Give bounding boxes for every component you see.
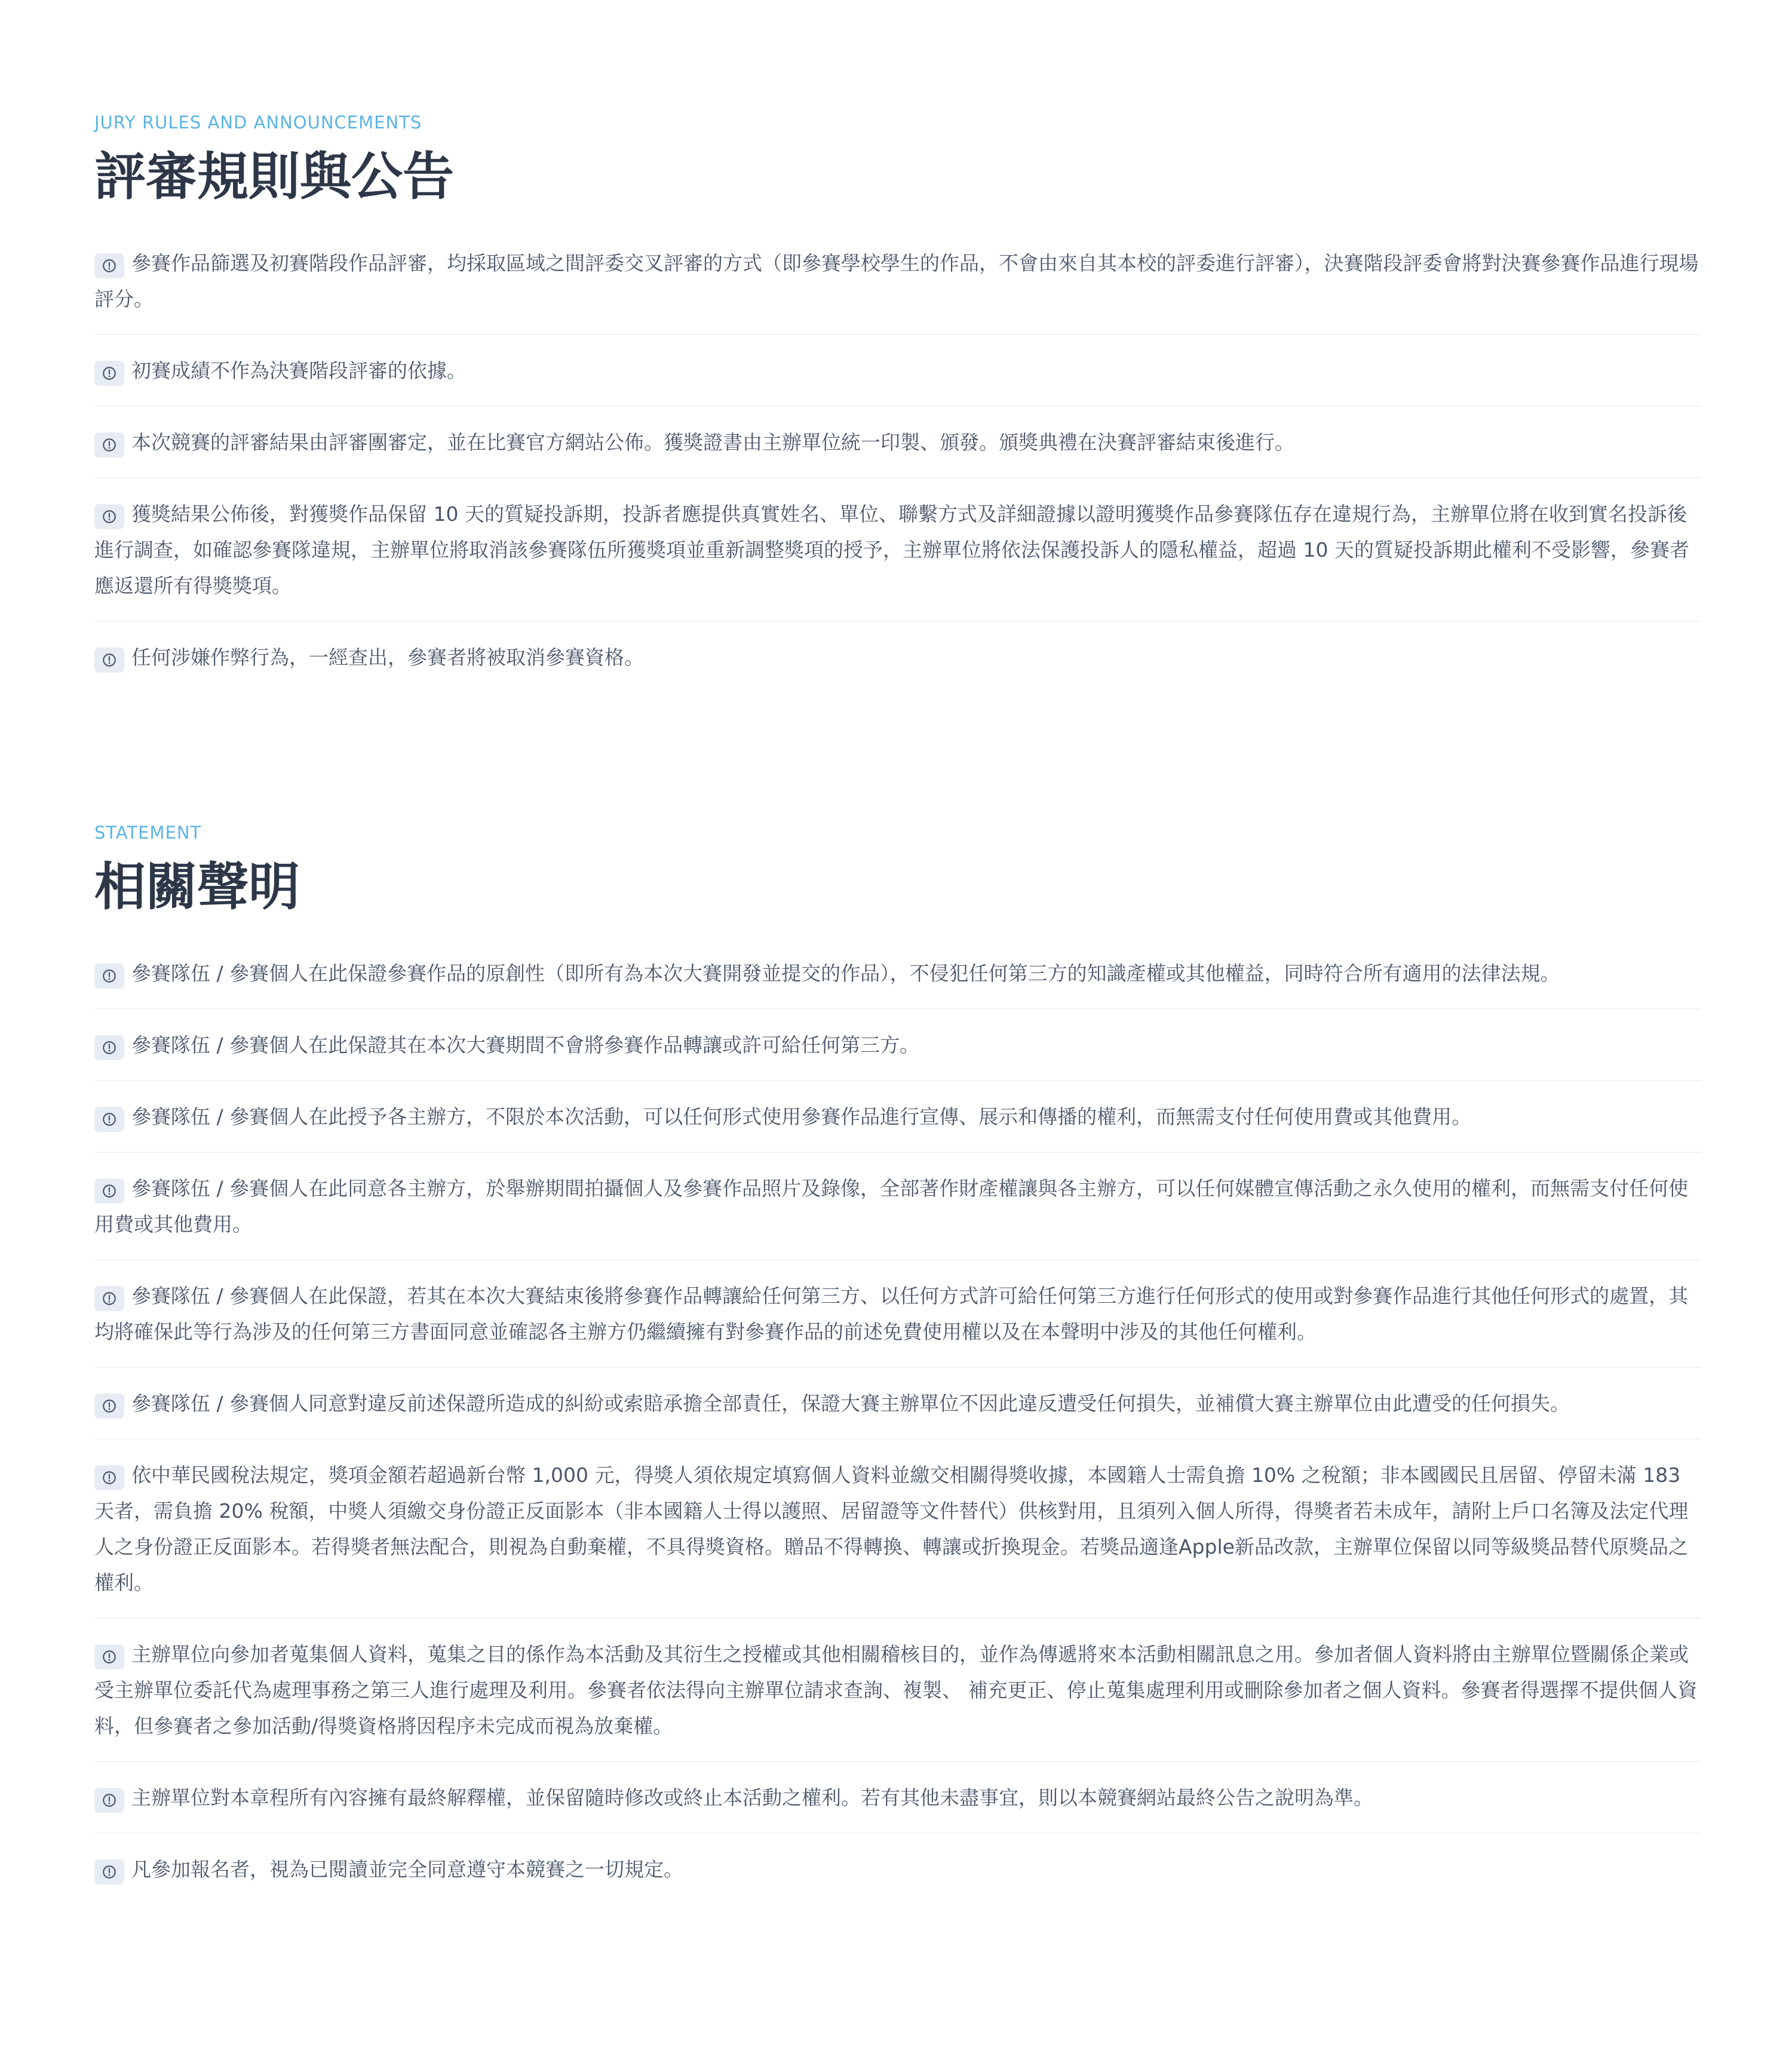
list-item (94, 1027, 1701, 1081)
list-item-row (94, 1171, 1701, 1242)
statement-list (94, 956, 1701, 1904)
list-item-row (94, 1027, 1701, 1063)
list-item-text: 凡參加報名者，視為已閱讀並完全同意遵守本競賽之一切規定。 (131, 1858, 683, 1881)
info-circle-icon (94, 963, 124, 989)
info-circle-icon (94, 432, 124, 458)
list-item-row (94, 425, 1701, 461)
list-item (94, 245, 1701, 335)
list-item (94, 1637, 1701, 1762)
jury-rules-section (94, 111, 1701, 710)
list-item (94, 1386, 1701, 1440)
list-item-text: 參賽隊伍 / 參賽個人在此保證其在本次大賽期間不會將參賽作品轉讓或許可給任何第三方。 (131, 1033, 920, 1057)
section-eyebrow: STATEMENT (94, 823, 202, 843)
list-item-text: 依中華民國稅法規定，獎項金額若超過新台幣 1,000 元，得獎人須依規定填寫個人資料並繳交相關得獎收據，本國籍人士需負擔 10% 之稅額；非本國國民且居留、停留未滿 183 天者，需負擔 20% 稅額，中獎人須繳交身份證正反面影本（非本國籍人士得以護照、居留證等文件替代）供核對用，且須列入個人所得，得獎者若未成年，請附上戶口名簿及法定代理人之身份證正反面影本。若得獎者無法配合，則視為自動棄權，不具得獎資格。贈品不得轉換、轉讓或折換現金。若獎品適逢Apple新品改款，主辦單位保留以同等級獎品替代原獎品之權利。 (94, 1463, 1689, 1594)
info-circle-icon (94, 361, 124, 386)
list-item-text: 主辦單位向參加者蒐集個人資料，蒐集之目的係作為本活動及其衍生之授權或其他相關稽核目的，並作為傳遞將來本活動相關訊息之用。參加者個人資料將由主辦單位暨關係企業或受主辦單位委託代為處理事務之第三人進行處理及利用。參賽者依法得向主辦單位請求查詢、複製、 補充更正、停止蒐集處理利用或刪除參加者之個人資料。參賽者得選擇不提供個人資料，但參賽者之參加活動/得獎資格將因程序未完成而視為放棄權。 (94, 1643, 1698, 1738)
list-item-text: 任何涉嫌作弊行為，一經查出，參賽者將被取消參賽資格。 (131, 646, 644, 669)
list-item-row (94, 1852, 1701, 1888)
list-item-text: 參賽隊伍 / 參賽個人在此授予各主辦方，不限於本次活動，可以任何形式使用參賽作品進行宣傳、展示和傳播的權利，而無需支付任何使用費或其他費用。 (131, 1105, 1472, 1128)
list-item-row (94, 245, 1701, 317)
list-item (94, 353, 1701, 407)
list-item (94, 425, 1701, 478)
list-item-row (94, 496, 1701, 604)
list-item-row (94, 956, 1701, 992)
list-item (94, 956, 1701, 1009)
list-item-text: 參賽隊伍 / 參賽個人在此同意各主辦方，於舉辦期間拍攝個人及參賽作品照片及錄像，全部著作財產權讓與各主辦方，可以任何媒體宣傳活動之永久使用的權利，而無需支付任何使用費或其他費用。 (94, 1177, 1689, 1236)
list-item-row (94, 1386, 1701, 1422)
info-circle-icon (94, 1179, 124, 1204)
list-item (94, 640, 1701, 692)
list-item-text: 參賽隊伍 / 參賽個人同意對違反前述保證所造成的糾紛或索賠承擔全部責任，保證大賽主辦單位不因此違反遭受任何損失，並補償大賽主辦單位由此遭受的任何損失。 (131, 1392, 1570, 1415)
list-item (94, 1278, 1701, 1368)
info-circle-icon (94, 1788, 124, 1813)
list-item (94, 1099, 1701, 1153)
list-item-row (94, 1637, 1701, 1744)
list-item-text: 本次競賽的評審結果由評審團審定，並在比賽官方網站公佈。獲獎證書由主辦單位統一印製、頒發。頒獎典禮在決賽評審結束後進行。 (131, 431, 1294, 454)
list-item-row (94, 1099, 1701, 1135)
info-circle-icon (94, 1394, 124, 1419)
list-item (94, 1171, 1701, 1260)
list-item-text: 初賽成績不作為決賽階段評審的依據。 (131, 359, 467, 382)
section-eyebrow: JURY RULES AND ANNOUNCEMENTS (94, 112, 422, 133)
statement-section (94, 821, 1701, 1922)
info-circle-icon (94, 253, 124, 278)
list-item (94, 1852, 1701, 1904)
list-item (94, 496, 1701, 622)
info-circle-icon (94, 504, 124, 529)
list-item-row (94, 1457, 1701, 1601)
info-circle-icon (94, 647, 124, 673)
info-circle-icon (94, 1035, 124, 1060)
info-circle-icon (94, 1107, 124, 1132)
list-item-row (94, 353, 1701, 389)
info-circle-icon (94, 1465, 124, 1490)
info-circle-icon (94, 1859, 124, 1885)
list-item-text: 主辦單位對本章程所有內容擁有最終解釋權，並保留隨時修改或終止本活動之權利。若有其他未盡事宜，則以本競賽網站最終公告之說明為準。 (131, 1786, 1373, 1809)
list-item (94, 1457, 1701, 1619)
list-item-row (94, 640, 1701, 676)
list-item-row (94, 1780, 1701, 1816)
section-title: 相關聲明 (94, 857, 300, 917)
section-title: 評審規則與公告 (94, 147, 454, 207)
list-item-text: 參賽作品篩選及初賽階段作品評審，均採取區域之間評委交叉評審的方式（即參賽學校學生的作品，不會由來自其本校的評委進行評審），決賽階段評委會將對決賽參賽作品進行現場評分。 (94, 251, 1699, 311)
info-circle-icon (94, 1286, 124, 1311)
info-circle-icon (94, 1644, 124, 1669)
list-item-text: 參賽隊伍 / 參賽個人在此保證參賽作品的原創性（即所有為本次大賽開發並提交的作品），不侵犯任何第三方的知識產權或其他權益，同時符合所有適用的法律法規。 (131, 962, 1560, 985)
rules-list (94, 245, 1701, 692)
list-item (94, 1780, 1701, 1834)
list-item-text: 獲獎結果公佈後，對獲獎作品保留 10 天的質疑投訴期，投訴者應提供真實姓名、單位、聯繫方式及詳細證據以證明獲獎作品參賽隊伍存在違規行為，主辦單位將在收到實名投訴後進行調查，如確認參賽隊違規，主辦單位將取消該參賽隊伍所獲獎項並重新調整獎項的授予，主辦單位將依法保護投訴人的隱私權益，超過 10 天的質疑投訴期此權利不受影響，參賽者應返還所有得獎獎項。 (94, 502, 1689, 597)
list-item-row (94, 1278, 1701, 1350)
list-item-text: 參賽隊伍 / 參賽個人在此保證，若其在本次大賽結束後將參賽作品轉讓給任何第三方、以任何方式許可給任何第三方進行任何形式的使用或對參賽作品進行其他任何形式的處置，其均將確保此等行為涉及的任何第三方書面同意並確認各主辦方仍繼續擁有對參賽作品的前述免費使用權以及在本聲明中涉及的其他任何權利。 (94, 1284, 1689, 1343)
